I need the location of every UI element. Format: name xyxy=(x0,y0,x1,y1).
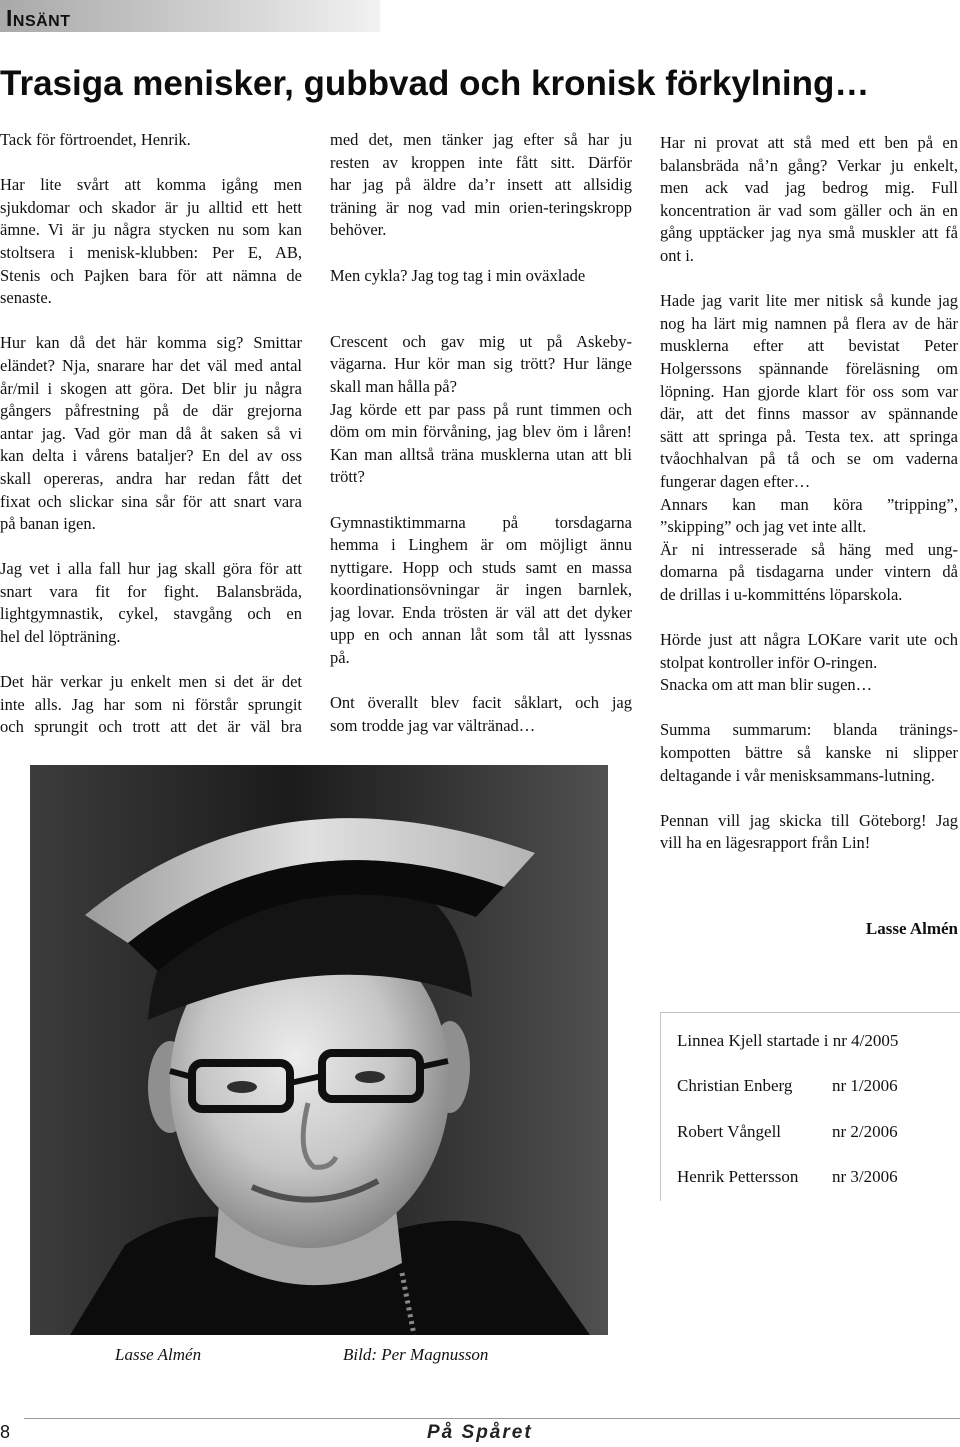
text-line: tvåochhalvan på tå och se om vaderna xyxy=(660,449,958,469)
footer-divider xyxy=(24,1418,960,1419)
text-line: trött? xyxy=(330,467,365,487)
paragraph xyxy=(330,692,632,737)
paragraph xyxy=(330,512,632,670)
text-line: träning är nog vad min orien-teringskropp xyxy=(330,197,632,217)
relay-list-row xyxy=(677,1121,957,1144)
paragraph xyxy=(0,332,302,535)
text-line: ont i. xyxy=(660,245,694,265)
text-line: Holgerssons spännande föreläsning om xyxy=(660,358,958,378)
text-line: sjukdomar och skador är ju alltid ett hett xyxy=(0,197,302,217)
text-line: Summa summarum: blanda tränings- xyxy=(660,720,958,740)
text-line: Stenis och Pajken bara för att nämna de xyxy=(0,265,302,285)
text-line: nyttigare. Hopp och studs samt en massa xyxy=(330,557,632,577)
paragraph xyxy=(0,558,302,648)
text-line: fungerar dagen efter… xyxy=(660,471,811,491)
text-line: Men cykla? Jag tog tag i min oväxlade xyxy=(330,265,586,285)
text-column-2 xyxy=(330,129,632,760)
text-line: sätt att springa på. Testa tex. att springa xyxy=(660,426,958,446)
text-line: med det, men tänker jag efter så har ju xyxy=(330,130,632,149)
paragraph xyxy=(330,331,632,489)
section-header-bar xyxy=(0,0,380,32)
text-line: år/mil i skogen att göra. Det blir ju några xyxy=(0,378,302,398)
text-line: Är ni intresserade så häng med ung- xyxy=(660,539,958,559)
text-line: behöver. xyxy=(330,220,387,240)
relay-list-row xyxy=(677,1166,957,1189)
text-line: Hade jag varit lite mer nitisk så kunde jag xyxy=(660,291,958,311)
text-line: eländet? Nja, snarare har det väl med antal xyxy=(0,355,302,375)
text-line: Har ni provat att stå med ett ben på en xyxy=(660,133,958,152)
text-line: fixat och slickar sina sår för att snart vara xyxy=(0,491,302,511)
text-line: och sprungit och trott att det är väl bra xyxy=(0,717,302,737)
text-line: ”skipping” och jag vet inte allt. xyxy=(660,517,867,537)
text-line: de drillas i u-kommitténs löparskola. xyxy=(660,584,903,604)
page-number: 8 xyxy=(0,1422,11,1442)
text-line: hel del löpträning. xyxy=(0,627,121,647)
text-line: Kan man alltså träna musklerna utan att bli xyxy=(330,444,632,464)
photo-caption-credit: Bild: Per Magnusson xyxy=(343,1345,489,1364)
text-column-1 xyxy=(0,129,302,762)
text-line: Jag körde ett par pass på runt timmen och xyxy=(330,399,632,419)
text-line: Jag vet i alla fall hur jag skall göra för att xyxy=(0,559,302,579)
paragraph xyxy=(660,810,958,855)
relay-list-intro xyxy=(677,1030,957,1053)
text-line: senaste. xyxy=(0,288,52,308)
text-line: Hörde just att några LOKare varit ute och xyxy=(660,630,958,650)
text-line: Tack för förtroendet, Henrik. xyxy=(0,130,191,149)
text-line: antar jag. Vad gör man då åt saken så vi xyxy=(0,423,302,443)
text-line: vill ha en lägesrapport från Lin! xyxy=(660,833,871,853)
text-line: domarna på tisdagarna under vintern då xyxy=(660,562,958,582)
text-line: Det här verkar ju enkelt men si det är det xyxy=(0,672,302,692)
text-line: Annars kan man köra ”tripping”, xyxy=(660,494,958,514)
text-line: inte alls. Jag har som ni förstår sprungit xyxy=(0,694,302,714)
text-line: löpning. Han gjorde klart för oss som var xyxy=(660,381,958,401)
text-line: men ack vad jag bedrog mig. Full xyxy=(660,178,958,198)
portrait-photo xyxy=(30,765,608,1335)
relay-runner-name: Robert Vångell xyxy=(677,1121,782,1141)
paragraph xyxy=(660,629,958,697)
text-line: där, att det finns massor av spännande xyxy=(660,404,958,424)
text-line: kan delta i vårens bataljer? En del av oss xyxy=(0,446,302,466)
text-line: har jag på äldre da’r insett att allsidig xyxy=(330,175,632,195)
text-line: Snacka om att man blir sugen… xyxy=(660,675,873,695)
text-line: koncentration är vad som gäller och än en xyxy=(660,200,958,220)
relay-issue: nr 2/2006 xyxy=(832,1121,898,1141)
paragraph xyxy=(0,174,302,310)
author-signature: Lasse Almén xyxy=(865,919,958,938)
text-line: resten av kroppen inte fått sitt. Därför xyxy=(330,152,632,172)
paragraph xyxy=(330,129,632,242)
text-line: balansbräda nå’n gång? Verkar ju enkelt, xyxy=(660,155,958,175)
text-line: Hur kan då det här komma sig? Smittar xyxy=(0,333,302,353)
text-line: döm om min förvåning, jag blev öm i låren! xyxy=(330,422,632,442)
relay-issue: nr 3/2006 xyxy=(832,1167,898,1187)
paragraph xyxy=(660,719,958,787)
relay-list-row xyxy=(677,1075,957,1098)
text-line: upp en och annan låt som tål att lyssnas xyxy=(330,625,632,645)
text-line: Pennan vill jag skicka till Göteborg! Jag xyxy=(660,810,958,830)
paragraph xyxy=(0,129,302,152)
text-line: musklerna efter att bevistat Peter xyxy=(660,336,958,356)
right-eye xyxy=(355,1071,385,1083)
text-line: gång upptäcker jag nya små muskler att få xyxy=(660,223,958,243)
text-line: vägarna. Hur kör man sig trött? Hur länge xyxy=(330,354,632,374)
text-line: jag lovar. Enda trösten är väl att det dyker xyxy=(330,602,632,622)
paragraph xyxy=(330,265,632,288)
relay-issue: nr 1/2006 xyxy=(832,1076,898,1096)
text-line: koordinationsövningar är ingen barnlek, xyxy=(330,580,632,600)
text-line: Ont överallt blev facit såklart, och jag xyxy=(330,693,632,713)
text-line: skall man hålla på? xyxy=(330,376,457,396)
relay-list-box xyxy=(660,1012,960,1201)
relay-list-intro-text: Linnea Kjell startade i nr 4/2005 xyxy=(677,1030,899,1050)
text-line: på banan igen. xyxy=(0,514,96,534)
text-line: deltagande i vår menisksammans-lutning. xyxy=(660,765,935,785)
section-label: INSÄNT xyxy=(6,5,71,31)
relay-runner-name: Henrik Pettersson xyxy=(677,1167,799,1187)
text-line: lightgymnastik, cykel, stavgång och en xyxy=(0,604,302,624)
text-line: som trodde jag var vältränad… xyxy=(330,715,536,735)
article-title: Trasiga menisker, gubbvad och kronisk förkylning… xyxy=(0,64,870,103)
text-line: hemma i Linghem är om möjligt ännu xyxy=(330,535,632,555)
text-line: nog ha lärt mig namnen på flera av de här xyxy=(660,313,958,333)
text-column-3 xyxy=(660,132,958,878)
left-eye xyxy=(227,1081,257,1093)
text-line: Crescent och gav mig ut på Askeby- xyxy=(330,331,632,351)
paragraph xyxy=(660,290,958,606)
text-line: kompotten bättre så kanske ni slipper xyxy=(660,743,958,763)
portrait-image xyxy=(30,765,608,1335)
text-line: ämne. Vi är ju några stycken nu som kan xyxy=(0,220,302,240)
text-line: stoltsera i menisk-klubben: Per E, AB, xyxy=(0,242,302,262)
magazine-name: På Spåret xyxy=(427,1422,533,1443)
text-line: skall opereras, andra har redan fått det xyxy=(0,468,302,488)
text-line: Har lite svårt att komma igång men xyxy=(0,175,302,195)
text-line: snart vara fit for fight. Balansbräda, xyxy=(0,581,302,601)
text-line: Gymnastiktimmarna på torsdagarna xyxy=(330,512,632,532)
text-line: gångers påfrestning på de där grejorna xyxy=(0,401,302,421)
photo-caption-subject: Lasse Almén xyxy=(115,1345,202,1364)
paragraph xyxy=(0,671,302,739)
relay-runner-name: Christian Enberg xyxy=(677,1076,793,1096)
text-line: stolpat kontroller inför O-ringen. xyxy=(660,652,878,672)
text-line: på. xyxy=(330,648,350,668)
paragraph xyxy=(660,132,958,268)
